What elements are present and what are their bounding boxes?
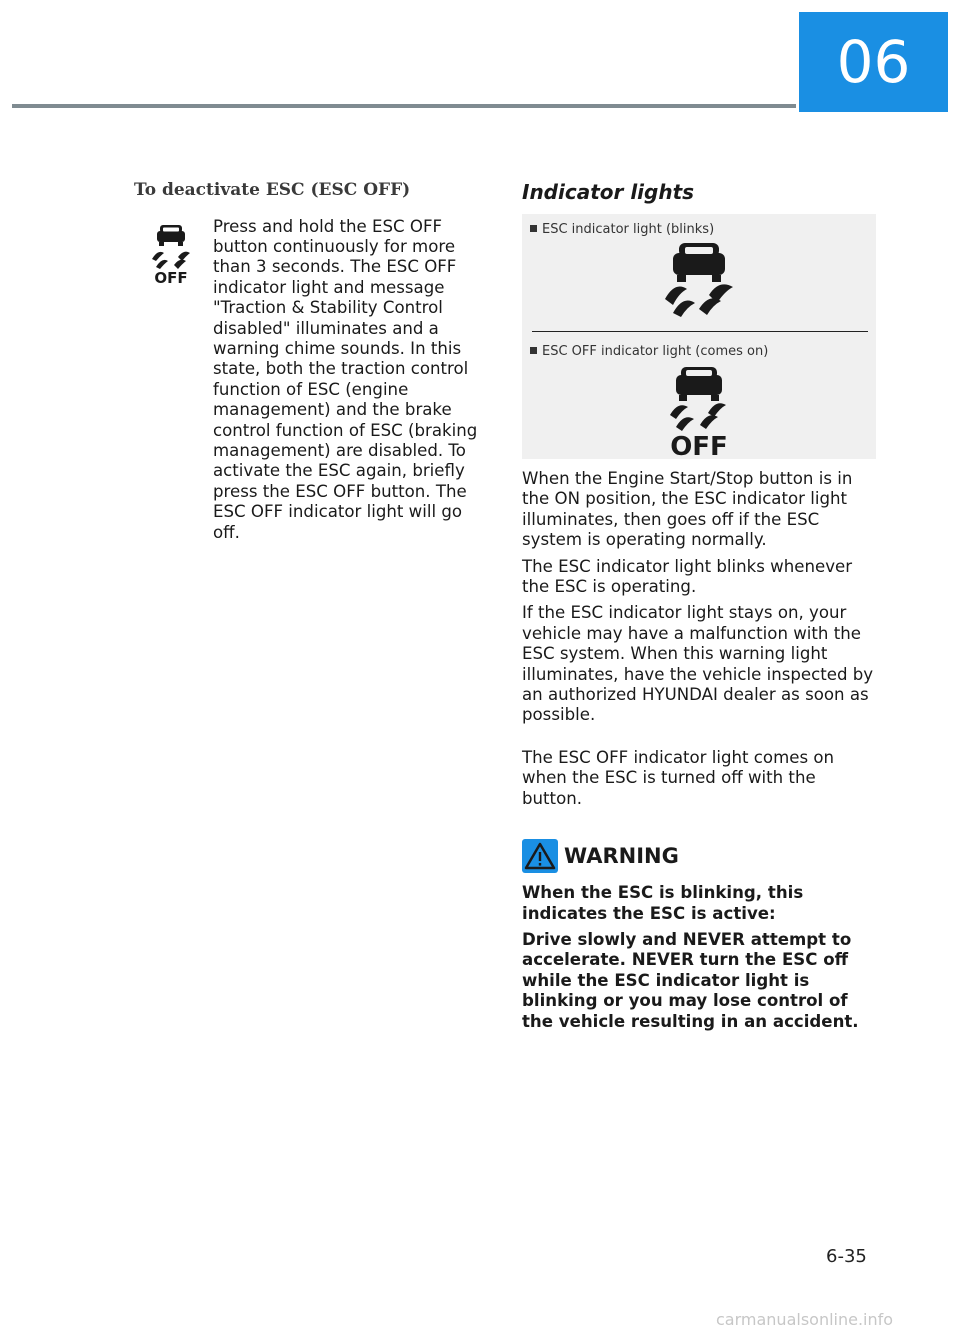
warning-paragraph-2: Drive slowly and NEVER attempt to accelerate. NEVER turn the ESC off while the ESC indicator light is blinking or you may lose control of the vehicle resulting in an accident. bbox=[522, 929, 859, 1031]
warning-header bbox=[522, 839, 876, 873]
right-column bbox=[522, 180, 876, 1032]
indicator-paragraph-3: If the ESC indicator light stays on, your vehicle may have a malfunction with the ESC system. When this warning light illuminates, have the vehicle inspected by an authorized HYUNDAI dealer as soon as possible. bbox=[522, 603, 874, 725]
chapter-tab bbox=[799, 12, 948, 112]
subheading-deactivate-esc: To deactivate ESC (ESC OFF) bbox=[134, 180, 411, 200]
indicator-lights-box bbox=[522, 214, 876, 459]
indicator-paragraph-2: The ESC indicator light blinks whenever the ESC is operating. bbox=[522, 556, 853, 597]
esc-off-indicator-icon bbox=[664, 359, 734, 459]
svg-text:OFF: OFF bbox=[154, 268, 188, 285]
warning-triangle-icon bbox=[522, 839, 558, 873]
indicator-caption-esc-off: ESC OFF indicator light (comes on) bbox=[530, 342, 868, 359]
svg-text:OFF: OFF bbox=[670, 432, 728, 459]
warning-title: WARNING bbox=[564, 844, 679, 869]
esc-off-icon bbox=[148, 223, 194, 285]
indicator-divider bbox=[532, 331, 868, 332]
indicator-paragraph-4: The ESC OFF indicator light comes on when the ESC is turned off with the button. bbox=[522, 747, 835, 808]
page-number: 6-35 bbox=[826, 1246, 867, 1267]
section-title-indicator-lights: Indicator lights bbox=[522, 180, 695, 204]
chapter-number: 06 bbox=[836, 28, 911, 96]
esc-icon bbox=[659, 237, 739, 317]
header-rule bbox=[12, 104, 796, 108]
watermark: carmanualsonline.info bbox=[716, 1310, 894, 1329]
indicator-paragraph-1: When the Engine Start/Stop button is in the ON position, the ESC indicator light illuminates, then goes off if the ESC system is operating normally. bbox=[522, 469, 853, 550]
esc-off-instruction bbox=[134, 217, 494, 544]
warning-paragraph-1: When the ESC is blinking, this indicates the ESC is active: bbox=[522, 883, 804, 923]
left-column bbox=[134, 180, 494, 560]
esc-off-paragraph: Press and hold the ESC OFF button continuously for more than 3 seconds. The ESC OFF indicator light and message "Traction & Stability Control disabled" illuminates and a warning chime sounds. In this state, both the traction control function of ESC (engine management) and the brake control function of ESC (braking management) are disabled. To activate the ESC again, briefly press the ESC OFF button. The ESC OFF indicator light will go off. bbox=[213, 216, 478, 542]
indicator-caption-esc: ESC indicator light (blinks) bbox=[530, 220, 868, 237]
